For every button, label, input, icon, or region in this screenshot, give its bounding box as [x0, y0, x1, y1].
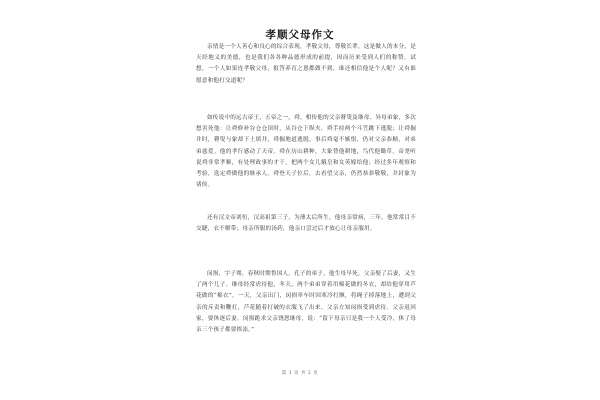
- page-number-footer: 第 1 页 共 2 页: [281, 371, 319, 376]
- paragraph-intro: 亲情是一个人善心和良心的综合表现，孝敬父母，尊敬长辈，这是做人的本分，是天经地义的美德，也是我们各各种品德形成的前提，因而历来受到人们的称赞。试想，一个人如果连孝敬父母，报答养育之恩都做不到，谁还相信他是个人呢？又有谁愿意和他打交道呢？: [196, 44, 416, 84]
- paragraph-min-sun: 闵损，字子骞，春秋时期鲁国人，孔子的弟子，他生母早死，父亲娶了后妻，又生了两个儿子。继母经常虐待他，冬天，两个弟弟穿着用棉花做的冬衣，却给他穿用芦花做的“棉衣”。一天，父亲出门，闵损牵车时因寒冷打颤，将绳子掉落地上，遭到父亲的斥责和鞭打，芦花随着打破的衣服飞了出来，父亲方知闵损受到虐待。父亲返回家，要休逐后妻。闵损跪求父亲饶恕继母，说：“留下母亲只是我一个人受冷，休了母亲三个孩子都要挨冻。”: [196, 271, 416, 334]
- paragraph-han-wendi: 还有汉文帝刘恒，汉高祖第三子，为薄太后所生。他母亲常病，三年，他常常目不交睫，衣不解带；母亲所服的汤药，他亲口尝过后才放心让母亲服用。: [196, 215, 416, 233]
- document-title: 孝顺父母作文: [265, 29, 335, 41]
- paragraph-shun: 如传说中的远古帝王，五帝之一，舜。相传他的父亲瞽叟及继母、异母弟象，多次想害死他：让舜修补谷仓仓顶时，从谷仓下纵火，舜手持两个斗笠跳下逃脱；让舜掘井时，瞽叟与象却下土填井，舜掘地道逃脱。事后舜毫不嫉恨，仍对父亲恭顺，对弟弟慈爱。他的孝行感动了天帝。舜在历山耕种，大象替他耕地，鸟代他锄草。帝尧听说舜非常孝顺，有处理政事的才干，把两个女儿娥皇和女英嫁给他；经过多年观察和考验，选定舜做他的继承人。舜登天子位后，去看望父亲，仍然恭恭敬敬，并封象为诸侯。: [196, 115, 416, 189]
